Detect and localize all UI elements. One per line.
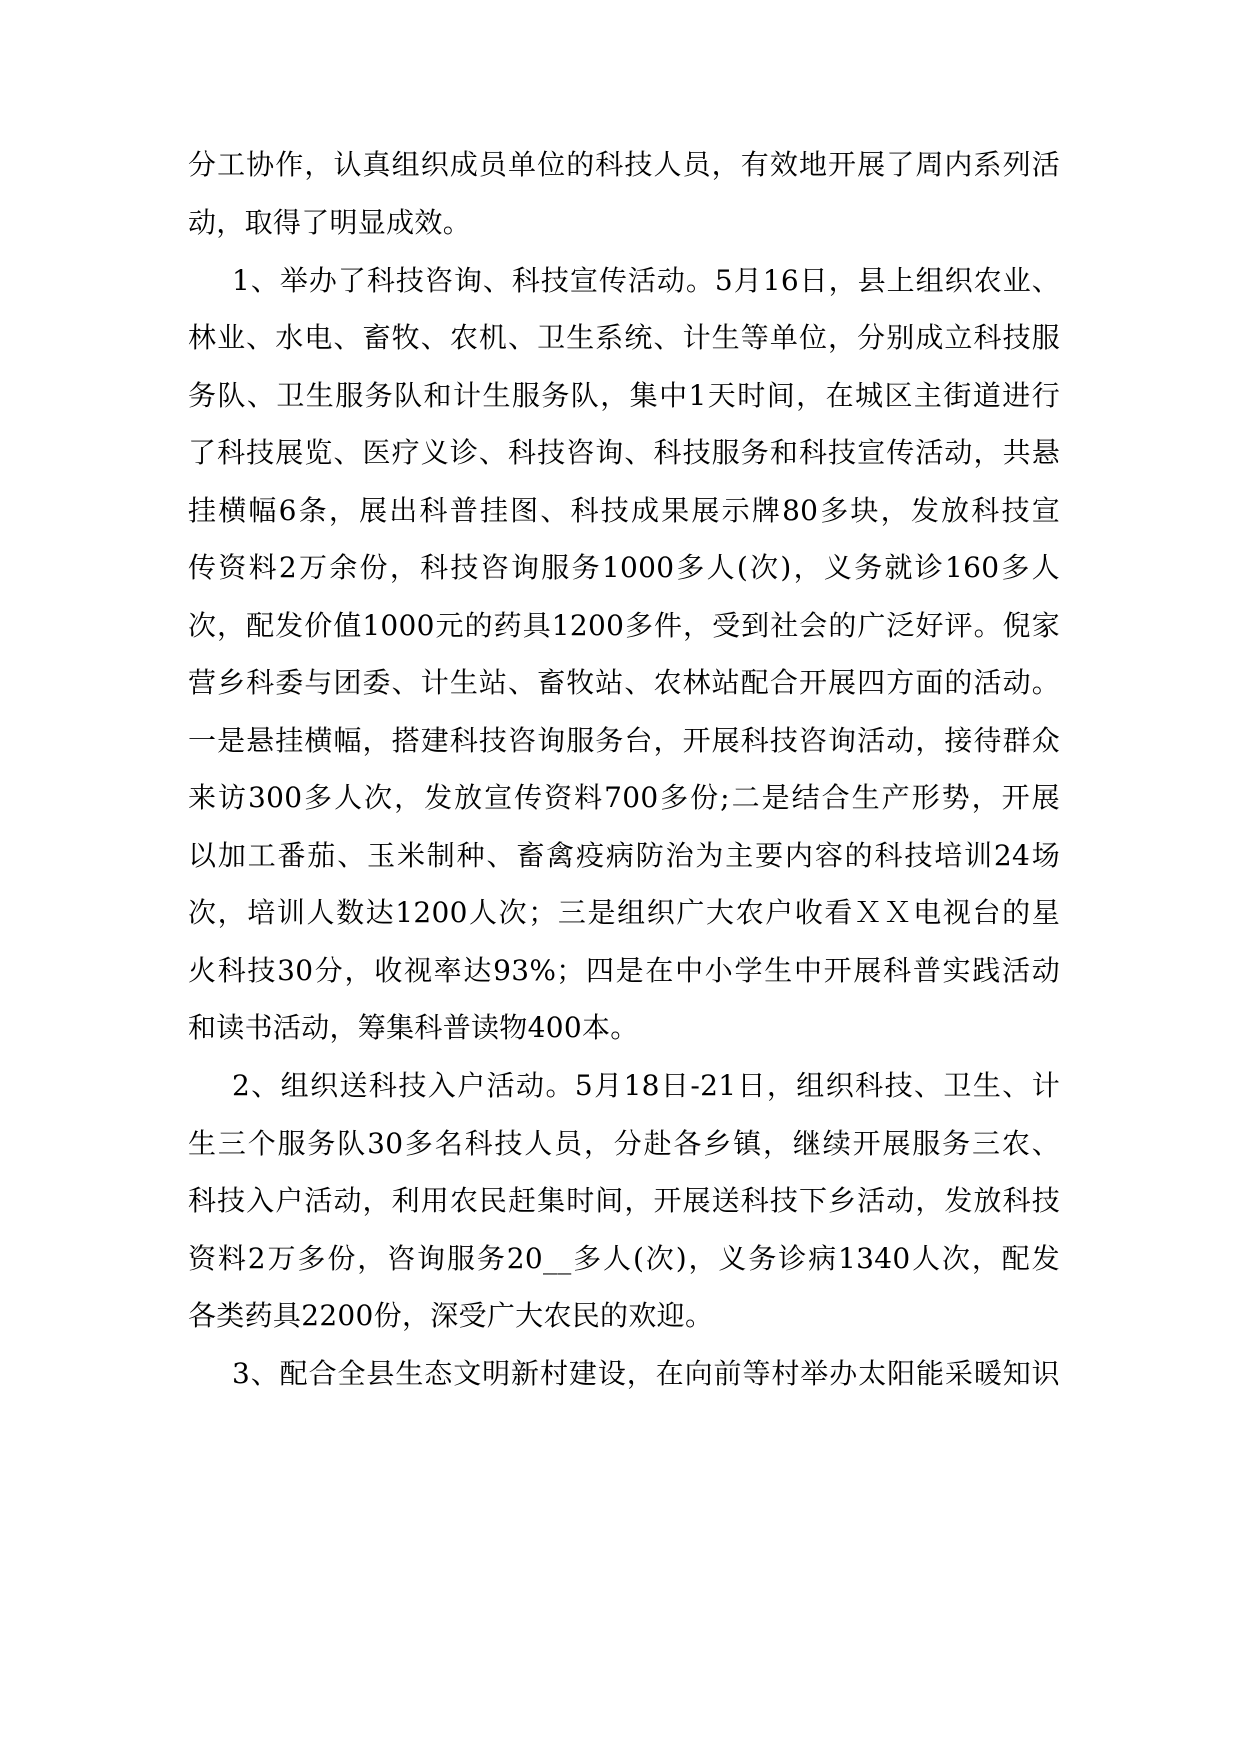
text-line-4: 林业、水电、畜牧、农机、卫生系统、计生等单位，分别成立科技服	[188, 321, 1060, 354]
text-line-13: 以加工番茄、玉米制种、畜禽疫病防治为主要内容的科技培训24场	[188, 839, 1060, 872]
text-line-18: 生三个服务队30多名科技人员，分赴各乡镇，继续开展服务三农、	[188, 1127, 1060, 1160]
text-line-7: 挂横幅6条，展出科普挂图、科技成果展示牌80多块，发放科技宣	[188, 494, 1060, 527]
text-line-16: 和读书活动，筹集科普读物400本。	[188, 1011, 639, 1044]
text-line-6: 了科技展览、医疗义诊、科技咨询、科技服务和科技宣传活动，共悬	[188, 436, 1060, 469]
text-line-2: 动，取得了明显成效。	[188, 206, 472, 239]
text-line-11: 一是悬挂横幅，搭建科技咨询服务台，开展科技咨询活动，接待群众	[188, 724, 1060, 757]
text-line-17: 2、组织送科技入户活动。5月18日-21日，组织科技、卫生、计	[232, 1069, 1060, 1102]
text-line-20: 资料2万多份，咨询服务20__多人(次)，义务诊病1340人次，配发	[188, 1242, 1060, 1275]
text-line-8: 传资料2万余份，科技咨询服务1000多人(次)，义务就诊160多人	[188, 551, 1060, 584]
text-line-9: 次，配发价值1000元的药具1200多件，受到社会的广泛好评。倪家	[188, 609, 1060, 642]
text-line-21: 各类药具2200份，深受广大农民的欢迎。	[188, 1299, 714, 1332]
text-line-10: 营乡科委与团委、计生站、畜牧站、农林站配合开展四方面的活动。	[188, 666, 1060, 699]
text-line-1: 分工协作，认真组织成员单位的科技人员，有效地开展了周内系列活	[188, 148, 1060, 181]
text-line-3: 1、举办了科技咨询、科技宣传活动。5月16日，县上组织农业、	[232, 264, 1060, 297]
text-line-15: 火科技30分，收视率达93%；四是在中小学生中开展科普实践活动	[188, 954, 1060, 987]
text-line-14: 次，培训人数达1200人次；三是组织广大农户收看ＸＸ电视台的星	[188, 896, 1060, 929]
text-line-19: 科技入户活动，利用农民赶集时间，开展送科技下乡活动，发放科技	[188, 1184, 1060, 1217]
text-line-5: 务队、卫生服务队和计生服务队，集中1天时间，在城区主街道进行	[188, 379, 1060, 412]
text-line-22: 3、配合全县生态文明新村建设，在向前等村举办太阳能采暖知识	[232, 1357, 1060, 1390]
text-line-12: 来访300多人次，发放宣传资料700多份;二是结合生产形势，开展	[188, 781, 1060, 814]
